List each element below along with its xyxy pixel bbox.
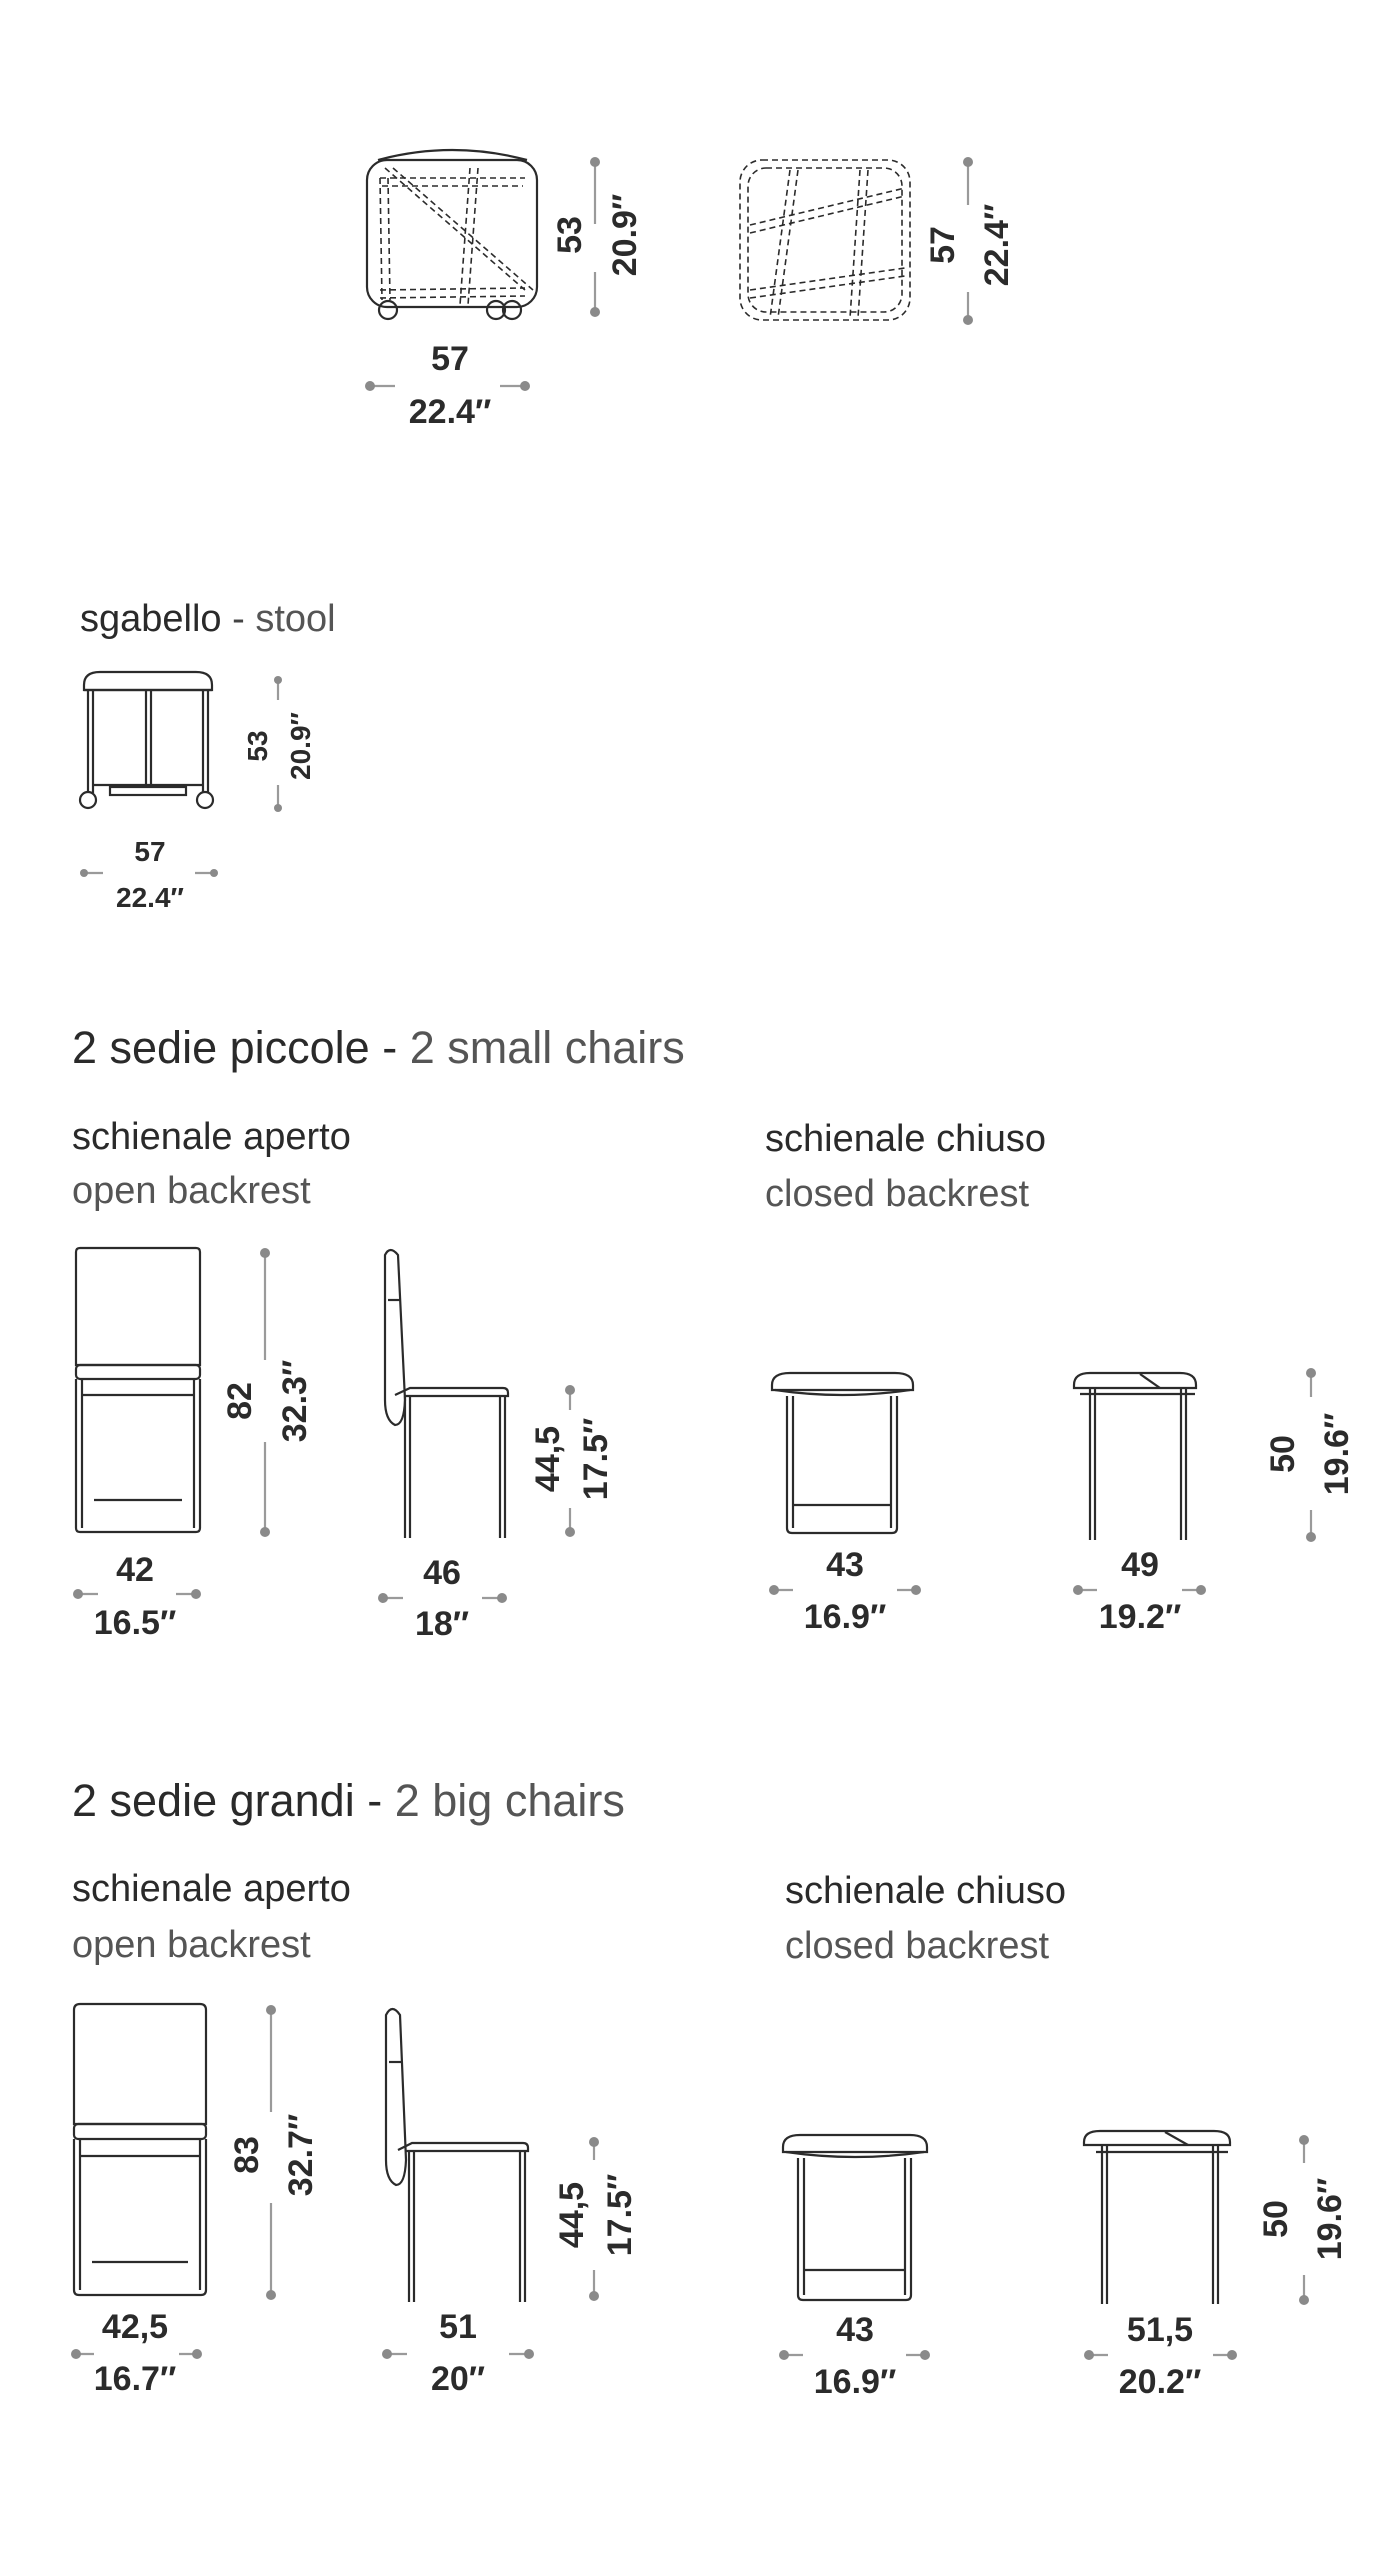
small-chairs-title [72,1022,685,1073]
small-front-height-in: 32.3″ [276,1359,314,1443]
big-side-height-cm: 44,5 [553,2181,591,2249]
closed-cube-width-in: 22.4″ [408,393,492,431]
big-chair-closed-side-width-line [1084,2350,1237,2360]
big-front-height-in: 32.7″ [282,2113,320,2197]
small-closed-en: closed backrest [765,1173,1030,1215]
stool-title-it: sgabello [80,598,222,640]
big-chairs-title [72,1775,625,1826]
big-side-width-in: 20″ [430,2360,486,2398]
big-open-en: open backrest [72,1924,311,1966]
big-closed-front-width-in: 16.9″ [813,2363,897,2401]
closed-cube-height-cm: 53 [551,216,589,254]
big-closed-side-width-in: 20.2″ [1118,2363,1202,2401]
big-front-width-in: 16.7″ [93,2360,177,2398]
stool-height-in: 20.9″ [285,712,316,780]
closed-cube-width-cm: 57 [431,340,469,378]
small-chair-closed-front-width-line [769,1585,921,1595]
stool-width-in: 22.4″ [116,882,184,913]
small-chair-front-height-line [260,1248,270,1537]
big-closed-front-width-cm: 43 [836,2311,874,2349]
big-chair-open-side-drawing [386,2009,528,2302]
big-closed-side-width-cm: 51,5 [1126,2311,1194,2349]
small-closed-side-width-cm: 49 [1121,1546,1159,1584]
big-front-width-cm: 42,5 [101,2308,169,2346]
big-closed-height-cm: 50 [1257,2200,1295,2238]
small-side-height-cm: 44,5 [529,1425,567,1493]
stool-title [80,600,336,638]
big-side-height-in: 17.5″ [601,2173,639,2257]
big-chair-side-width-line [382,2349,534,2359]
stool-height-line [274,676,282,812]
small-front-height-cm: 82 [221,1382,259,1420]
big-closed-height-in: 19.6″ [1311,2177,1349,2261]
big-chairs-title-it: 2 sedie grandi [72,1775,355,1826]
big-side-width-cm: 51 [439,2308,477,2346]
small-chairs-title-en: 2 small chairs [409,1022,685,1073]
small-closed-side-width-in: 19.2″ [1098,1598,1182,1636]
big-chair-closed-front-width-line [779,2350,930,2360]
small-closed-it: schienale chiuso [765,1118,1046,1160]
small-chairs-title-sep: - [382,1022,398,1073]
big-front-height-cm: 83 [228,2136,266,2174]
closed-cube-height-line [590,157,600,317]
small-closed-front-width-in: 16.9″ [803,1598,887,1636]
small-open-en: open backrest [72,1170,311,1212]
big-chair-open-front-drawing [74,2004,206,2295]
stool-height-cm: 53 [242,730,273,762]
small-side-width-in: 18″ [414,1605,470,1643]
big-open-it: schienale aperto [72,1868,351,1910]
small-chair-open-side-drawing [385,1250,508,1538]
stool-title-en: stool [255,598,336,640]
big-chairs-title-sep: - [367,1775,383,1826]
big-closed-en: closed backrest [785,1925,1050,1967]
small-closed-height-cm: 50 [1264,1435,1302,1473]
small-side-height-in: 17.5″ [577,1417,615,1501]
small-front-width-in: 16.5″ [93,1604,177,1642]
big-chair-front-height-line [266,2005,276,2300]
small-front-width-cm: 42 [116,1551,154,1589]
small-closed-front-width-cm: 43 [826,1546,864,1584]
small-closed-height-in: 19.6″ [1318,1412,1356,1496]
small-side-width-cm: 46 [423,1554,461,1592]
small-chair-closed-side-drawing [1074,1373,1196,1540]
closed-cube-front-drawing [367,150,537,319]
stool-title-sep: - [232,598,245,640]
big-chair-front-width-line [71,2349,202,2359]
stool-width-cm: 57 [134,836,166,867]
stool-width-line [80,869,218,877]
big-chairs-title-en: 2 big chairs [394,1775,625,1826]
stool-drawing [80,672,213,808]
small-chair-closed-height-line [1306,1368,1316,1542]
big-chair-closed-front-drawing [783,2135,927,2300]
closed-cube-height-in: 20.9″ [606,193,644,277]
small-chair-front-width-line [73,1589,201,1599]
plan-depth-cm: 57 [924,226,962,264]
closed-cube-plan-drawing [740,160,910,320]
small-chairs-title-it: 2 sedie piccole [72,1022,370,1073]
small-chair-open-front-drawing [76,1248,200,1532]
big-chair-closed-side-drawing [1084,2131,1230,2304]
closed-cube-width-line [365,381,530,391]
plan-depth-in: 22.4″ [978,203,1016,287]
small-chair-closed-side-width-line [1073,1585,1206,1595]
small-open-it: schienale aperto [72,1116,351,1158]
big-chair-closed-height-line [1299,2135,1309,2305]
plan-depth-line [963,157,973,325]
big-closed-it: schienale chiuso [785,1870,1066,1912]
small-chair-side-width-line [378,1593,507,1603]
small-chair-closed-front-drawing [772,1373,913,1533]
